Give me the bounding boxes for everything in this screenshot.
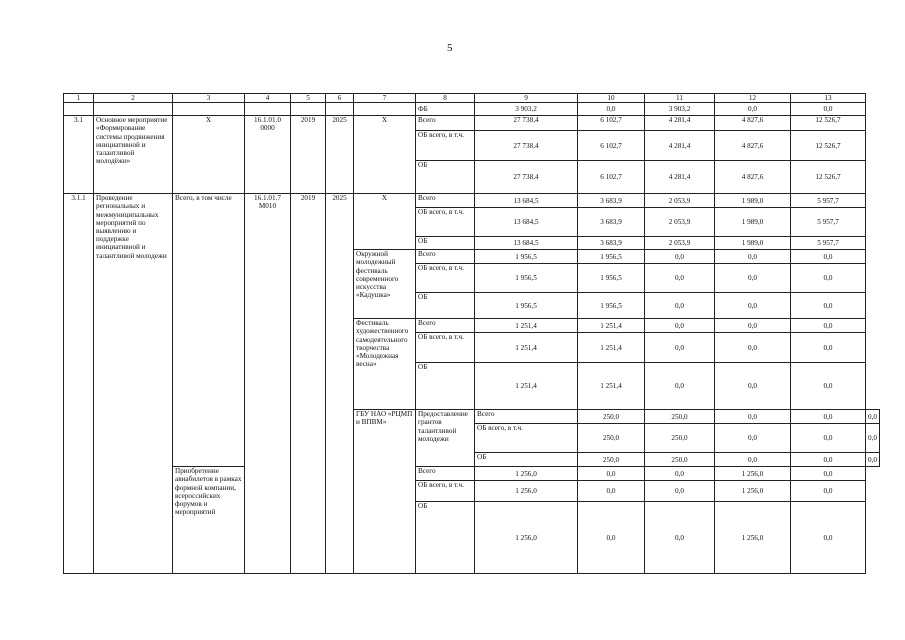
page-number: 5: [447, 42, 453, 54]
source-cell: ОБ: [416, 237, 475, 250]
value-cell: 0,0: [578, 502, 645, 574]
header-cell: 13: [791, 94, 866, 103]
header-cell: 9: [475, 94, 578, 103]
value-cell: 27 738,4: [475, 131, 578, 161]
value-cell: 4 281,4: [645, 131, 715, 161]
value-cell: 0,0: [578, 467, 645, 481]
value-cell: 27 738,4: [475, 161, 578, 194]
value-cell: 250,0: [645, 424, 715, 453]
source-cell: ОБ всего, в т.ч.: [416, 131, 475, 161]
value-cell: 0,0: [791, 410, 866, 424]
value-cell: 1 956,5: [578, 293, 645, 319]
source-cell: ФБ: [416, 103, 475, 116]
value-cell: 1 256,0: [715, 467, 791, 481]
source-cell: Всего: [475, 410, 578, 424]
table-row: [64, 194, 880, 208]
value-cell: 0,0: [715, 264, 791, 293]
end-year: 2025: [326, 116, 354, 194]
value-cell: 0,0: [578, 103, 645, 116]
value-cell: 5 957,7: [791, 194, 866, 208]
value-cell: 0,0: [715, 250, 791, 264]
value-cell: 0,0: [791, 453, 866, 467]
value-cell: 0,0: [645, 293, 715, 319]
start-year: 2019: [291, 116, 326, 194]
value-cell: 0,0: [715, 363, 791, 410]
source-cell: Всего: [416, 319, 475, 333]
value-cell: 0,0: [791, 481, 866, 502]
value-cell: 1 251,4: [475, 333, 578, 363]
value-cell: 0,0: [715, 453, 791, 467]
source-cell: Всего: [416, 116, 475, 131]
header-cell: 3: [173, 94, 245, 103]
value-cell: 0,0: [791, 264, 866, 293]
code-cell: 16.1.01.7 М010: [245, 194, 291, 574]
source-cell: Всего: [416, 467, 475, 481]
event-name: Приобретение авиабилетов в рамках формной компании, всероссийских форумов и мероприятий: [173, 467, 245, 574]
value-cell: 0,0: [791, 250, 866, 264]
value-cell: 250,0: [578, 453, 645, 467]
header-cell: 5: [291, 94, 326, 103]
value-cell: 0,0: [791, 319, 866, 333]
value-cell: 1 989,0: [715, 237, 791, 250]
value-cell: 12 526,7: [791, 131, 866, 161]
table-row: [64, 103, 880, 116]
event-name: Фестиваль художественного самодеятельного творчества «Молодежная весна»: [354, 319, 416, 410]
value-cell: 3 903,2: [645, 103, 715, 116]
value-cell: 0,0: [791, 502, 866, 574]
value-cell: 250,0: [578, 410, 645, 424]
value-cell: 1 251,4: [475, 319, 578, 333]
value-cell: 0,0: [645, 250, 715, 264]
source-cell: ОБ всего, в т.ч.: [416, 333, 475, 363]
source-cell: ОБ всего, в т.ч.: [416, 264, 475, 293]
value-cell: 1 251,4: [578, 363, 645, 410]
executor-cell: ГБУ НАО «РЦМП и ВПВМ»: [354, 410, 416, 574]
header-cell: 12: [715, 94, 791, 103]
value-cell: 2 053,9: [645, 208, 715, 237]
source-cell: ОБ всего, в т.ч.: [416, 481, 475, 502]
value-cell: 4 827,6: [715, 161, 791, 194]
value-cell: 4 281,4: [645, 161, 715, 194]
header-cell: 8: [416, 94, 475, 103]
value-cell: 1 956,5: [475, 264, 578, 293]
value-cell: 0,0: [791, 103, 866, 116]
source-cell: ОБ: [416, 293, 475, 319]
header-cell: 7: [354, 94, 416, 103]
value-cell: 0,0: [645, 319, 715, 333]
header-cell: 1: [64, 94, 94, 103]
value-cell: 2 053,9: [645, 194, 715, 208]
header-cell: 10: [578, 94, 645, 103]
value-cell: 0,0: [715, 319, 791, 333]
value-cell: 0,0: [715, 293, 791, 319]
event-cell: X: [354, 116, 416, 194]
event-cell: X: [354, 194, 416, 250]
value-cell: 0,0: [715, 333, 791, 363]
value-cell: 1 256,0: [715, 502, 791, 574]
value-cell: 0,0: [645, 467, 715, 481]
end-year: 2025: [326, 194, 354, 574]
value-cell: 0,0: [645, 333, 715, 363]
value-cell: 1 956,5: [578, 250, 645, 264]
value-cell: 0,0: [866, 424, 880, 453]
value-cell: 13 684,5: [475, 208, 578, 237]
value-cell: 0,0: [866, 453, 880, 467]
value-cell: 3 683,9: [578, 194, 645, 208]
header-cell: 6: [326, 94, 354, 103]
source-cell: ОБ: [416, 161, 475, 194]
value-cell: 0,0: [715, 410, 791, 424]
value-cell: 0,0: [578, 481, 645, 502]
row-number: 3.1.1: [64, 194, 94, 574]
value-cell: 5 957,7: [791, 237, 866, 250]
value-cell: 27 738,4: [475, 116, 578, 131]
column-header-row: [64, 94, 880, 103]
executor-cell: X: [173, 116, 245, 194]
value-cell: 1 956,5: [475, 293, 578, 319]
header-cell: 11: [645, 94, 715, 103]
value-cell: 0,0: [791, 467, 866, 481]
source-cell: ОБ всего, в т.ч.: [475, 424, 578, 453]
header-cell: 2: [94, 94, 173, 103]
value-cell: 1 989,0: [715, 194, 791, 208]
event-name: Окружной молодежный фестиваль современного искусства «Кадушка»: [354, 250, 416, 319]
value-cell: 6 102,7: [578, 116, 645, 131]
value-cell: 0,0: [791, 293, 866, 319]
value-cell: 250,0: [645, 453, 715, 467]
value-cell: 13 684,5: [475, 194, 578, 208]
value-cell: 0,0: [645, 363, 715, 410]
row-number: 3.1: [64, 116, 94, 194]
start-year: 2019: [291, 194, 326, 574]
value-cell: 1 256,0: [475, 502, 578, 574]
value-cell: 0,0: [645, 481, 715, 502]
source-cell: ОБ: [416, 502, 475, 574]
value-cell: 250,0: [645, 410, 715, 424]
value-cell: 0,0: [715, 424, 791, 453]
value-cell: 0,0: [791, 333, 866, 363]
value-cell: 12 526,7: [791, 161, 866, 194]
value-cell: 250,0: [578, 424, 645, 453]
measure-name: Проведение региональных и межмуниципальных мероприятий по выявлению и поддержке инициативной и талантливой молодежи: [94, 194, 173, 574]
value-cell: 0,0: [645, 264, 715, 293]
value-cell: 1 256,0: [715, 481, 791, 502]
value-cell: 6 102,7: [578, 161, 645, 194]
value-cell: 0,0: [866, 410, 880, 424]
header-cell: 4: [245, 94, 291, 103]
value-cell: 4 281,4: [645, 116, 715, 131]
value-cell: 3 683,9: [578, 237, 645, 250]
event-name: Предоставление грантов талантливой молодежи: [416, 410, 475, 467]
source-cell: ОБ всего, в т.ч.: [416, 208, 475, 237]
source-cell: ОБ: [416, 363, 475, 410]
source-cell: Всего: [416, 194, 475, 208]
value-cell: 1 956,5: [475, 250, 578, 264]
value-cell: 1 251,4: [475, 363, 578, 410]
value-cell: 1 956,5: [578, 264, 645, 293]
value-cell: 4 827,6: [715, 131, 791, 161]
value-cell: 6 102,7: [578, 131, 645, 161]
value-cell: 13 684,5: [475, 237, 578, 250]
value-cell: 2 053,9: [645, 237, 715, 250]
value-cell: 0,0: [645, 502, 715, 574]
table-row: [64, 467, 880, 481]
value-cell: 3 683,9: [578, 208, 645, 237]
value-cell: 1 251,4: [578, 319, 645, 333]
value-cell: 3 903,2: [475, 103, 578, 116]
executor-cell: Всего, в том числе: [173, 194, 245, 467]
measure-name: Основное мероприятие «Формирование системы продвижения инициативной и талантливой молодёжи»: [94, 116, 173, 194]
value-cell: 0,0: [791, 424, 866, 453]
value-cell: 0,0: [791, 363, 866, 410]
source-cell: Всего: [416, 250, 475, 264]
value-cell: 5 957,7: [791, 208, 866, 237]
value-cell: 12 526,7: [791, 116, 866, 131]
code-cell: 16.1.01.0 0000: [245, 116, 291, 194]
value-cell: 1 251,4: [578, 333, 645, 363]
value-cell: 0,0: [715, 103, 791, 116]
value-cell: 1 256,0: [475, 467, 578, 481]
value-cell: 1 989,0: [715, 208, 791, 237]
source-cell: ОБ: [475, 453, 578, 467]
program-table: [63, 93, 880, 574]
value-cell: 4 827,6: [715, 116, 791, 131]
value-cell: 1 256,0: [475, 481, 578, 502]
table-row: [64, 116, 880, 131]
